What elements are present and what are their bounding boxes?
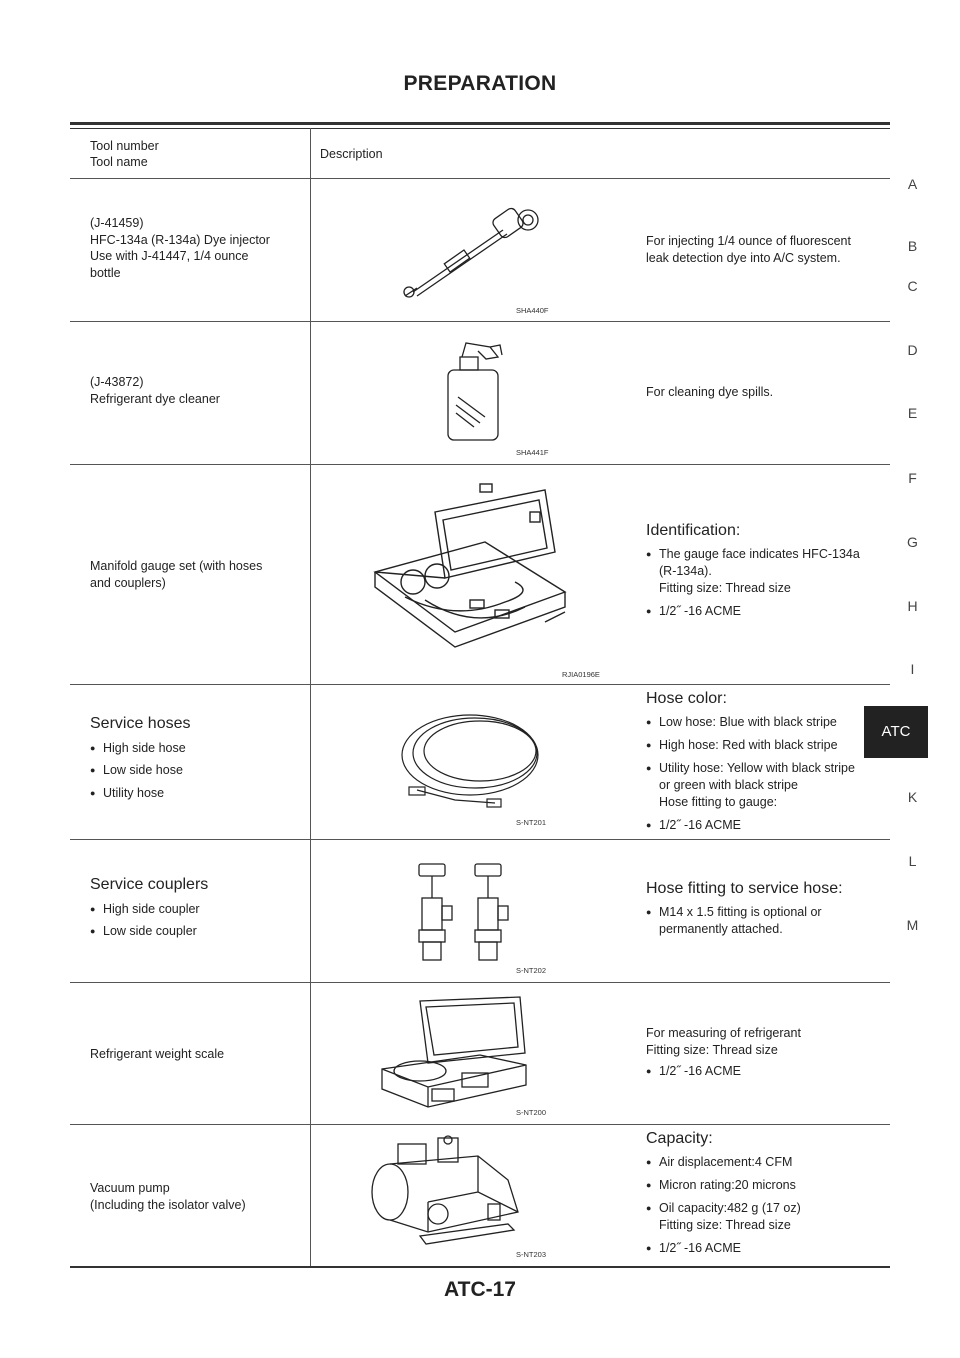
tool-name: (J-43872) Refrigerant dye cleaner: [90, 375, 220, 406]
description-bullet: ● Utility hose: Yellow with black stripe or green with black stripe Hose fitting to gauge:: [646, 760, 882, 811]
section-tab-a[interactable]: A: [907, 176, 918, 192]
description-heading: Capacity:: [646, 1130, 713, 1147]
row-divider: [70, 464, 890, 465]
figure-code: RJIA0196E: [562, 670, 600, 679]
section-tab-atc[interactable]: ATC: [864, 706, 928, 758]
tool-description: [646, 1025, 882, 1086]
service-hoses-illustration: [395, 705, 555, 815]
refrigerant-weight-scale-illustration: [380, 995, 530, 1110]
figure-code: S-NT200: [516, 1108, 547, 1117]
description-heading: Identification:: [646, 522, 741, 539]
section-tab-h[interactable]: H: [907, 598, 918, 614]
section-tab-m[interactable]: M: [906, 917, 919, 933]
description-bullet: ● M14 x 1.5 fitting is optional or permanently attached.: [646, 904, 882, 938]
figure-code: S-NT202: [516, 966, 547, 975]
tool-name: [90, 716, 300, 807]
tool-description: [646, 690, 882, 840]
section-tab-f[interactable]: F: [908, 470, 917, 486]
tool-bullet: ● High side coupler: [90, 901, 300, 918]
tool-description: For injecting 1/4 ounce of fluorescent leak detection dye into A/C system.: [646, 234, 851, 265]
tool-bullet: ● Utility hose: [90, 785, 300, 802]
top-rule-thin: [70, 128, 890, 129]
section-tab-i[interactable]: I: [910, 661, 915, 677]
tool-description: For cleaning dye spills.: [646, 385, 774, 399]
tool-bullet: ● Low side hose: [90, 762, 300, 779]
section-tab-g[interactable]: G: [907, 534, 918, 550]
description-bullet: ● Micron rating:20 microns: [646, 1177, 882, 1194]
tool-description: [646, 522, 882, 626]
figure-code: SHA440F: [516, 306, 549, 315]
figure-code: S-NT203: [516, 1250, 547, 1259]
row-divider: [70, 178, 890, 179]
tool-description: [646, 1130, 882, 1263]
section-tab-l[interactable]: L: [908, 853, 917, 869]
tool-heading: Service hoses: [90, 715, 191, 732]
tool-name: Manifold gauge set (with hoses and couplers): [90, 559, 263, 590]
section-tab-b[interactable]: B: [907, 238, 918, 254]
description-text: For measuring of refrigerant Fitting size: Thread size: [646, 1026, 801, 1057]
tool-bullet: ● Low side coupler: [90, 923, 300, 940]
section-tab-d[interactable]: D: [907, 342, 918, 358]
section-tab-e[interactable]: E: [907, 405, 918, 421]
manifold-gauge-set-illustration: [365, 482, 615, 667]
figure-code: S-NT201: [516, 818, 547, 827]
vacuum-pump-illustration: [368, 1132, 528, 1257]
description-heading: Hose color:: [646, 690, 727, 707]
section-tab-k[interactable]: K: [907, 789, 918, 805]
header-description-column: Description: [320, 147, 383, 161]
row-divider: [70, 982, 890, 983]
tool-heading: Service couplers: [90, 876, 209, 893]
description-bullet: ● 1/2˝ -16 ACME: [646, 1240, 882, 1257]
tool-bullet: ● High side hose: [90, 740, 300, 757]
bottom-rule: [70, 1266, 890, 1268]
description-bullet: ● Low hose: Blue with black stripe: [646, 714, 882, 731]
row-divider: [70, 684, 890, 685]
header-tool-column: Tool number Tool name: [90, 139, 159, 169]
service-couplers-illustration: [405, 860, 525, 968]
figure-code: SHA441F: [516, 448, 549, 457]
tool-description: [646, 880, 882, 944]
row-divider: [70, 321, 890, 322]
dye-injector-illustration: [395, 200, 555, 305]
dye-cleaner-bottle-illustration: [440, 335, 520, 445]
description-heading: Hose fitting to service hose:: [646, 880, 843, 897]
description-bullet: ● 1/2˝ -16 ACME: [646, 817, 882, 834]
description-bullet: ● Oil capacity:482 g (17 oz) Fitting size: Thread size: [646, 1200, 882, 1234]
tool-name: Vacuum pump (Including the isolator valve): [90, 1181, 246, 1212]
page-number: ATC-17: [444, 1278, 516, 1301]
description-bullet: ● The gauge face indicates HFC-134a (R-134a). Fitting size: Thread size: [646, 546, 882, 597]
description-bullet: ● 1/2˝ -16 ACME: [646, 1063, 882, 1080]
top-rule: [70, 122, 890, 125]
section-tab-c[interactable]: C: [907, 278, 918, 294]
tool-name: (J-41459) HFC-134a (R-134a) Dye injector Use with J-41447, 1/4 ounce bottle: [90, 216, 270, 280]
description-bullet: ● High hose: Red with black stripe: [646, 737, 882, 754]
column-divider: [310, 128, 311, 1267]
page-title: PREPARATION: [403, 72, 557, 95]
description-bullet: ● Air displacement:4 CFM: [646, 1154, 882, 1171]
section-index: [881, 0, 960, 1358]
description-bullet: ● 1/2˝ -16 ACME: [646, 603, 882, 620]
row-divider: [70, 1124, 890, 1125]
tool-name: [90, 877, 300, 946]
tool-name: Refrigerant weight scale: [90, 1047, 225, 1061]
